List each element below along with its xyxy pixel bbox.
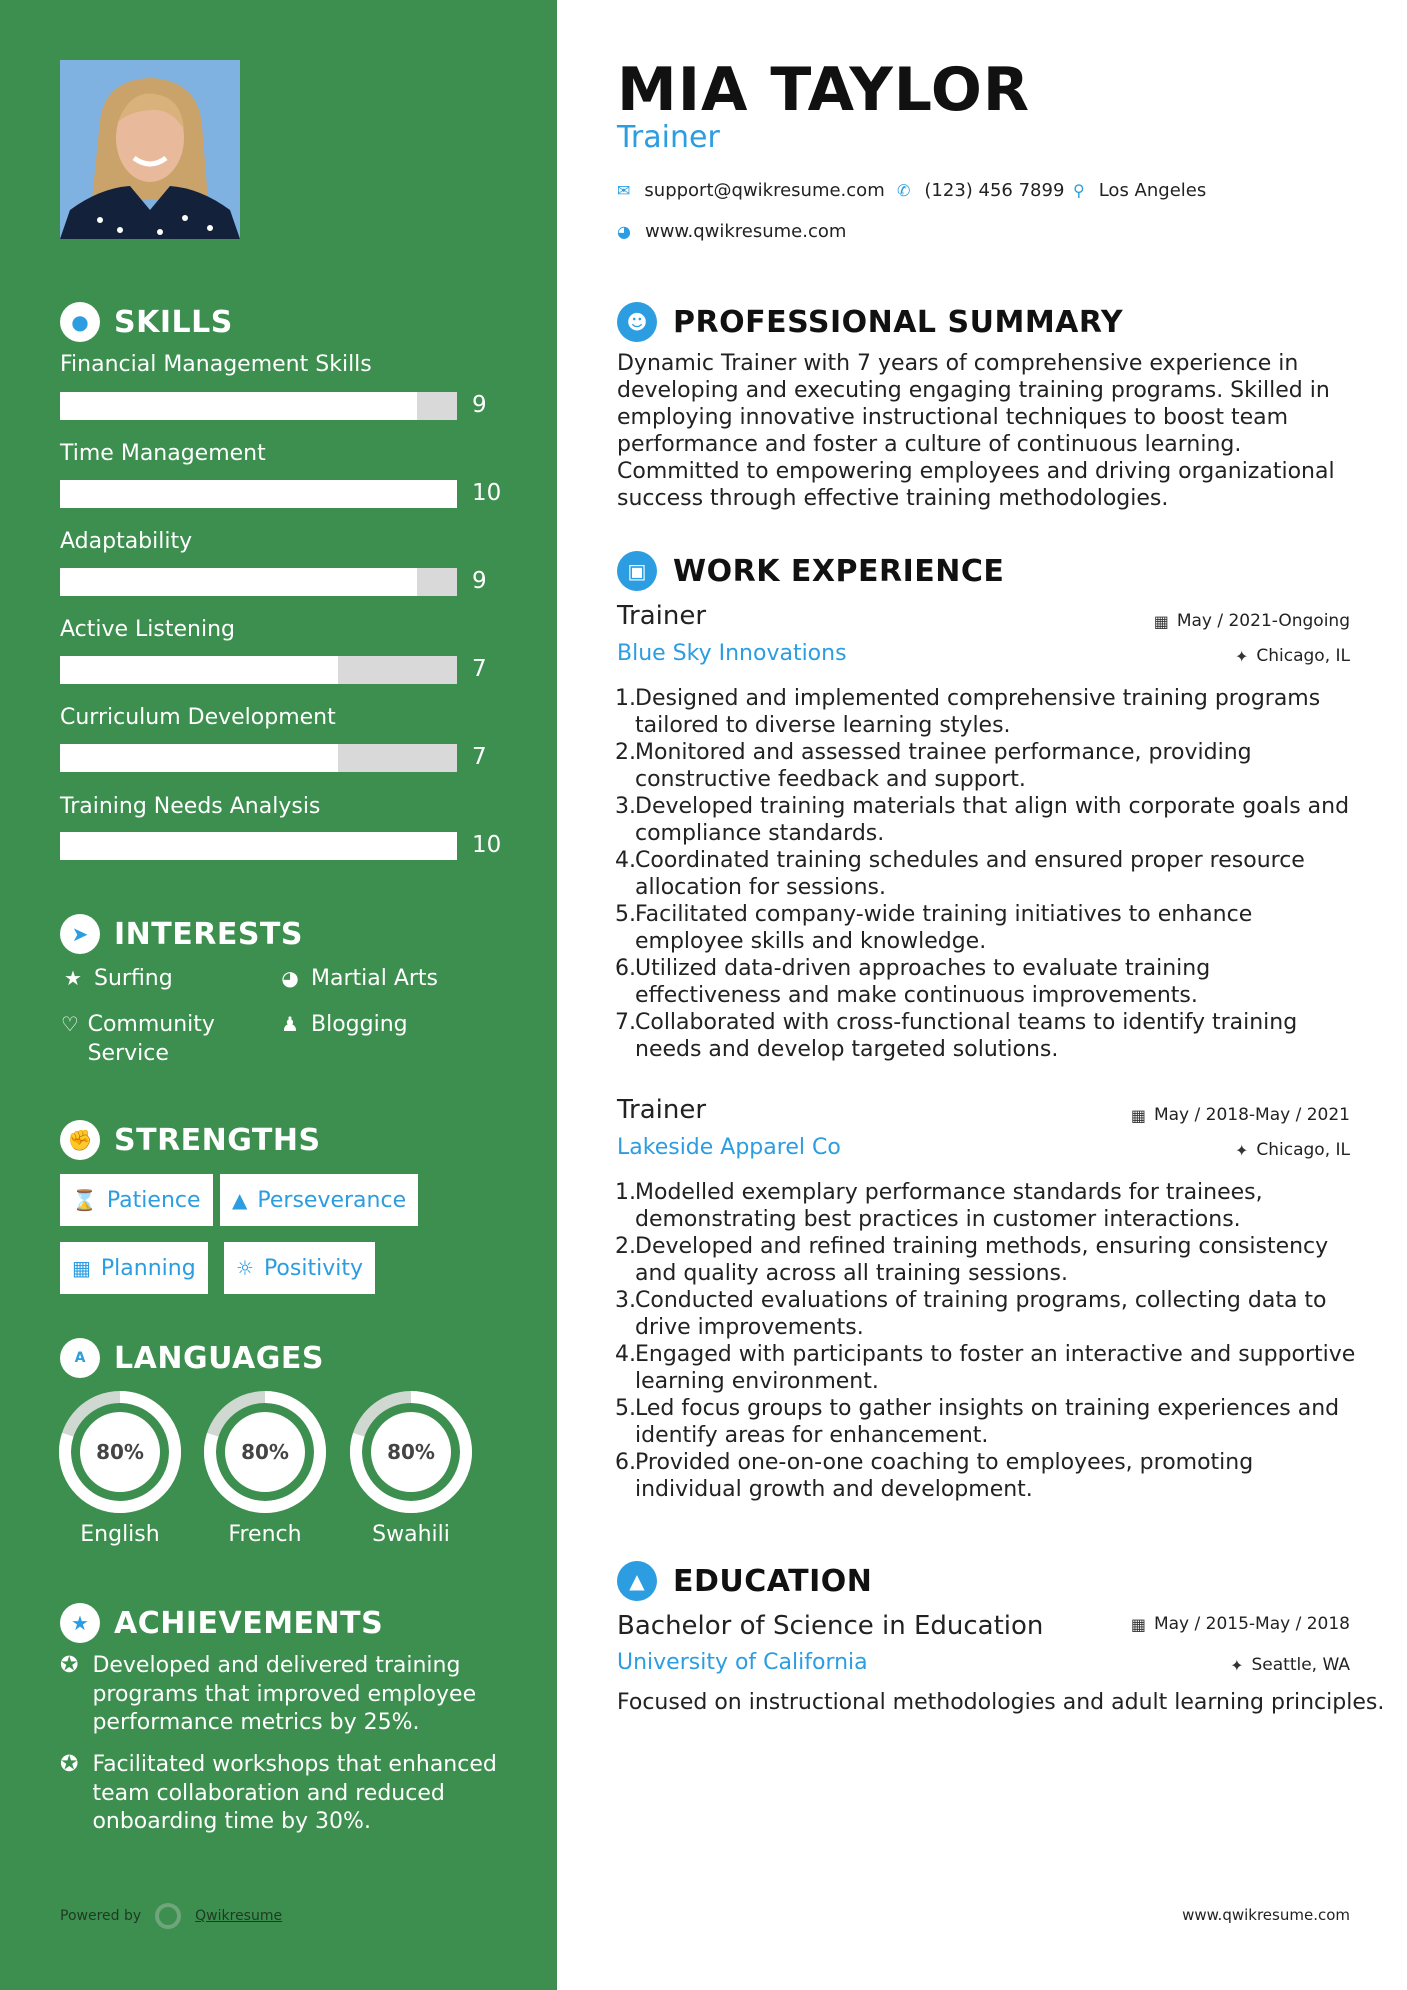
interest-item: ♡ Community Service	[60, 1012, 215, 1066]
achievement-item: ✪ Facilitated workshops that enhanced team collaboration and reduced onboarding time by 30%.	[60, 1752, 497, 1834]
skills-header	[60, 302, 233, 342]
interest-item: ◕ Martial Arts	[277, 964, 438, 993]
language-name: French	[228, 1522, 302, 1547]
education-dates: ▦ May / 2015-May / 2018	[1130, 1614, 1350, 1634]
skills-title: SKILLS	[114, 304, 233, 340]
powered-by: Powered by Qwikresume	[60, 1903, 282, 1929]
strength-tag: ⌛ Patience	[60, 1174, 213, 1226]
profile-photo	[60, 60, 240, 239]
footer-url[interactable]: www.qwikresume.com	[1182, 1906, 1350, 1924]
languages-header	[60, 1338, 324, 1378]
skill-bar	[60, 832, 457, 860]
duty-item: Monitored and assessed trainee performance, providing constructive feedback and support.	[635, 740, 1252, 792]
duty-item: Modelled exemplary performance standards for trainees, demonstrating best practices in customer interactions.	[635, 1180, 1263, 1232]
strengths-title: STRENGTHS	[114, 1122, 321, 1158]
skill-name: Financial Management Skills	[60, 352, 372, 377]
achievements-header	[60, 1603, 383, 1643]
duty-item: Utilized data-driven approaches to evaluate training effectiveness and make continuous improvements.	[635, 956, 1211, 1008]
strengths-header	[60, 1120, 321, 1160]
degree: Bachelor of Science in Education	[617, 1611, 1044, 1641]
interest-item: ♟ Blogging	[277, 1010, 408, 1039]
contact-location: ⚲ Los Angeles	[1073, 180, 1207, 201]
skill-name: Training Needs Analysis	[60, 794, 321, 819]
job-title: Trainer	[617, 601, 707, 631]
duty-item: Developed training materials that align with corporate goals and compliance standards.	[635, 794, 1350, 846]
experience-header	[617, 551, 1004, 591]
globe-icon: ◕	[617, 222, 631, 241]
shooting-star-icon: ✪	[60, 1653, 79, 1678]
language-percent: 80%	[241, 1440, 289, 1464]
education-description: Focused on instructional methodologies and adult learning principles.	[617, 1690, 1385, 1715]
duty-item: Facilitated company-wide training initiatives to enhance employee skills and knowledge.	[635, 902, 1253, 954]
candidate-role: Trainer	[617, 120, 720, 155]
briefcase-icon: ▣	[617, 551, 657, 591]
skill-bar	[60, 480, 457, 508]
duties-list	[617, 685, 1357, 1063]
graduation-cap-icon: ▲	[617, 1561, 657, 1601]
education-header	[617, 1561, 872, 1601]
user-icon: ☻	[617, 302, 657, 342]
calendar-icon: ▦	[1153, 611, 1169, 631]
strength-tag: ▦ Planning	[60, 1242, 208, 1294]
language-percent: 80%	[96, 1440, 144, 1464]
pin-icon: ✦	[1234, 646, 1249, 666]
achievement-item: ✪ Developed and delivered training programs that improved employee performance metrics by 25%.	[60, 1653, 477, 1735]
contact-website[interactable]: ◕ www.qwikresume.com	[617, 221, 847, 242]
skill-bar	[60, 392, 457, 420]
language-icon: A	[60, 1338, 100, 1378]
pin-icon: ✦	[1230, 1655, 1244, 1675]
skill-value: 9	[472, 392, 487, 418]
summary-header	[617, 302, 1123, 342]
paper-plane-icon: ➤	[60, 914, 100, 954]
summary-title: PROFESSIONAL SUMMARY	[673, 304, 1124, 340]
star-icon: ★	[64, 966, 82, 990]
skill-value: 7	[472, 744, 487, 770]
skill-name: Curriculum Development	[60, 705, 336, 730]
fist-icon: ✊	[60, 1120, 100, 1160]
interests-title: INTERESTS	[114, 916, 303, 952]
summary-text: Dynamic Trainer with 7 years of comprehensive experience in developing and executing engaging training programs. Skilled in employing innovative instructional techniques to boost team performance and foster a culture of continuous learning. Committed to empowering employees and driving organizational success through effective training methodologies.	[617, 351, 1335, 511]
qwikresume-logo-icon	[155, 1903, 181, 1929]
job-location: ✦ Chicago, IL	[1234, 1140, 1350, 1160]
company-name: Lakeside Apparel Co	[617, 1135, 841, 1160]
languages-title: LANGUAGES	[114, 1340, 324, 1376]
phone-icon: ✆	[897, 181, 911, 200]
job-dates: ▦ May / 2021-Ongoing	[1153, 611, 1350, 631]
experience-title: WORK EXPERIENCE	[673, 553, 1005, 589]
interest-item: ★ Surfing	[60, 964, 173, 993]
skill-value: 10	[472, 832, 502, 858]
skill-bar	[60, 744, 457, 772]
calendar-icon: ▦	[72, 1256, 91, 1280]
interests-header	[60, 914, 303, 954]
duty-item: Developed and refined training methods, ensuring consistency and quality across all training sessions.	[635, 1234, 1329, 1286]
contact-email[interactable]: ✉ support@qwikresume.com	[617, 180, 885, 201]
skill-bar	[60, 656, 457, 684]
duty-item: Collaborated with cross-functional teams to identify training needs and develop targeted solutions.	[635, 1010, 1298, 1062]
company-name: Blue Sky Innovations	[617, 641, 847, 666]
job-title: Trainer	[617, 1095, 707, 1125]
main-content	[557, 0, 1407, 1990]
skill-value: 9	[472, 568, 487, 594]
skill-name: Time Management	[60, 441, 266, 466]
globe-icon: ◕	[281, 966, 299, 990]
skill-name: Adaptability	[60, 529, 193, 554]
language-gauge	[58, 1390, 182, 1514]
lightbulb-icon: ●	[60, 302, 100, 342]
calendar-icon: ▦	[1130, 1614, 1146, 1634]
duty-item: Designed and implemented comprehensive training programs tailored to diverse learning styles.	[635, 686, 1321, 738]
language-gauge	[203, 1390, 327, 1514]
language-name: English	[80, 1522, 160, 1547]
calendar-icon: ▦	[1130, 1105, 1146, 1125]
skill-value: 7	[472, 656, 487, 682]
skill-value: 10	[472, 480, 502, 506]
skill-bar	[60, 568, 457, 596]
duty-item: Coordinated training schedules and ensured proper resource allocation for sessions.	[635, 848, 1305, 900]
duty-item: Conducted evaluations of training programs, collecting data to drive improvements.	[635, 1288, 1327, 1340]
education-location: ✦ Seattle, WA	[1230, 1655, 1350, 1675]
duty-item: Led focus groups to gather insights on training experiences and identify areas for enhancement.	[635, 1396, 1340, 1448]
education-title: EDUCATION	[673, 1563, 873, 1599]
road-icon: ▲	[232, 1188, 248, 1212]
sun-icon: ☼	[236, 1256, 254, 1280]
strength-tag: ▲ Perseverance	[220, 1174, 418, 1226]
job-location: ✦ Chicago, IL	[1234, 646, 1350, 666]
contact-phone[interactable]: ✆ (123) 456 7899	[897, 180, 1065, 201]
brand-link[interactable]: Qwikresume	[195, 1908, 283, 1924]
duties-list	[617, 1179, 1357, 1503]
star-badge-icon: ★	[60, 1603, 100, 1643]
achievements-title: ACHIEVEMENTS	[114, 1605, 384, 1641]
handshake-icon: ♡	[60, 1012, 79, 1036]
strength-tag: ☼ Positivity	[224, 1242, 375, 1294]
pin-icon: ✦	[1234, 1140, 1249, 1160]
language-name: Swahili	[372, 1522, 450, 1547]
users-icon: ♟	[281, 1012, 299, 1036]
language-gauge	[349, 1390, 473, 1514]
school-name: University of California	[617, 1650, 868, 1675]
sidebar	[0, 0, 557, 1990]
hourglass-icon: ⌛	[72, 1188, 97, 1212]
envelope-icon: ✉	[617, 181, 631, 200]
map-pin-icon: ⚲	[1073, 181, 1085, 200]
duty-item: Provided one-on-one coaching to employees, promoting individual growth and development.	[635, 1450, 1254, 1502]
job-dates: ▦ May / 2018-May / 2021	[1130, 1105, 1350, 1125]
candidate-name: MIA TAYLOR	[617, 55, 1031, 125]
language-percent: 80%	[387, 1440, 435, 1464]
shooting-star-icon: ✪	[60, 1752, 79, 1777]
duty-item: Engaged with participants to foster an interactive and supportive learning environment.	[635, 1342, 1356, 1394]
skill-name: Active Listening	[60, 617, 236, 642]
